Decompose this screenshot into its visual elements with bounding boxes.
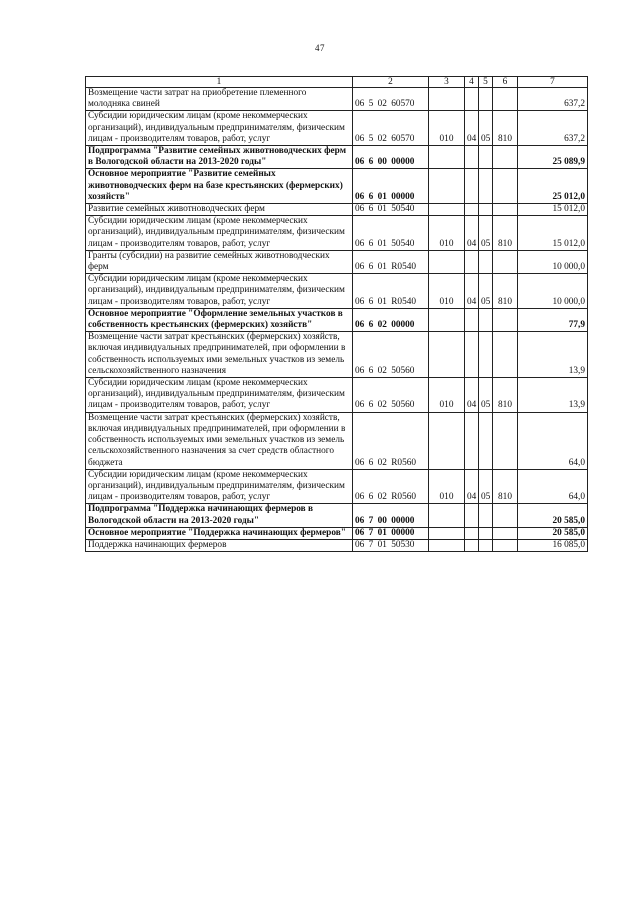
row-subsection-cell xyxy=(465,308,479,331)
row-article-cell xyxy=(479,204,493,216)
row-subsection-cell xyxy=(465,527,479,539)
row-amount-cell: 10 000,0 xyxy=(518,250,588,273)
row-amount-cell: 13,9 xyxy=(518,378,588,413)
row-code-cell: 06 6 02 00000 xyxy=(353,308,429,331)
row-name-cell: Основное мероприятие "Развитие семейных животноводческих ферм на базе крестьянских (фермерских) хозяйств" xyxy=(86,169,353,204)
row-section-cell xyxy=(429,308,465,331)
row-name-cell: Субсидии юридическим лицам (кроме некоммерческих организаций), индивидуальным предпринимателям, физическим лицам - производителям товаров, работ, услуг xyxy=(86,111,353,146)
row-code-cell: 06 6 01 R0540 xyxy=(353,274,429,309)
row-article-cell: 05 xyxy=(479,469,493,504)
row-code-cell: 06 6 01 50540 xyxy=(353,216,429,251)
row-section-cell xyxy=(429,332,465,378)
table-row xyxy=(86,146,588,169)
row-code-cell: 06 6 02 50560 xyxy=(353,378,429,413)
row-name-cell: Возмещение части затрат крестьянских (фермерских) хозяйств, включая индивидуальных предпринимателей, при оформлении в собственность используемых ими земельных участков из земель сельскохозяйственного назначения xyxy=(86,332,353,378)
row-expense-type-cell xyxy=(493,412,518,469)
table-header-row xyxy=(86,77,588,88)
row-code-cell: 06 7 01 50530 xyxy=(353,539,429,551)
budget-table xyxy=(85,76,588,552)
row-amount-cell: 13,9 xyxy=(518,332,588,378)
row-code-cell: 06 5 02 60570 xyxy=(353,111,429,146)
table-row xyxy=(86,111,588,146)
row-article-cell xyxy=(479,146,493,169)
column-header: 1 xyxy=(86,77,353,88)
table-row xyxy=(86,469,588,504)
row-article-cell xyxy=(479,169,493,204)
row-expense-type-cell xyxy=(493,308,518,331)
row-amount-cell: 25 012,0 xyxy=(518,169,588,204)
row-name-cell: Субсидии юридическим лицам (кроме некоммерческих организаций), индивидуальным предпринимателям, физическим лицам - производителям товаров, работ, услуг xyxy=(86,216,353,251)
row-amount-cell: 637,2 xyxy=(518,88,588,111)
row-expense-type-cell xyxy=(493,169,518,204)
column-header: 3 xyxy=(429,77,465,88)
row-subsection-cell xyxy=(465,88,479,111)
row-amount-cell: 20 585,0 xyxy=(518,527,588,539)
table-row xyxy=(86,250,588,273)
row-code-cell: 06 7 00 00000 xyxy=(353,504,429,527)
table-row xyxy=(86,308,588,331)
row-subsection-cell xyxy=(465,146,479,169)
row-subsection-cell xyxy=(465,539,479,551)
row-section-cell xyxy=(429,146,465,169)
row-article-cell: 05 xyxy=(479,216,493,251)
row-subsection-cell xyxy=(465,332,479,378)
row-article-cell xyxy=(479,250,493,273)
row-section-cell xyxy=(429,504,465,527)
row-amount-cell: 15 012,0 xyxy=(518,204,588,216)
row-code-cell: 06 6 02 R0560 xyxy=(353,469,429,504)
row-article-cell xyxy=(479,308,493,331)
row-expense-type-cell: 810 xyxy=(493,274,518,309)
row-expense-type-cell: 810 xyxy=(493,378,518,413)
row-expense-type-cell xyxy=(493,146,518,169)
row-expense-type-cell: 810 xyxy=(493,469,518,504)
row-section-cell: 010 xyxy=(429,378,465,413)
row-subsection-cell xyxy=(465,504,479,527)
row-subsection-cell xyxy=(465,412,479,469)
row-expense-type-cell xyxy=(493,504,518,527)
row-amount-cell: 20 585,0 xyxy=(518,504,588,527)
table-row xyxy=(86,332,588,378)
row-name-cell: Развитие семейных животноводческих ферм xyxy=(86,204,353,216)
row-code-cell: 06 6 01 R0540 xyxy=(353,250,429,273)
row-name-cell: Субсидии юридическим лицам (кроме некоммерческих организаций), индивидуальным предпринимателям, физическим лицам - производителям товаров, работ, услуг xyxy=(86,469,353,504)
row-article-cell xyxy=(479,527,493,539)
row-section-cell xyxy=(429,539,465,551)
row-expense-type-cell xyxy=(493,250,518,273)
table-row xyxy=(86,216,588,251)
row-amount-cell: 637,2 xyxy=(518,111,588,146)
row-code-cell: 06 6 02 R0560 xyxy=(353,412,429,469)
row-amount-cell: 10 000,0 xyxy=(518,274,588,309)
row-name-cell: Поддержка начинающих фермеров xyxy=(86,539,353,551)
table-row xyxy=(86,539,588,551)
row-expense-type-cell: 810 xyxy=(493,111,518,146)
row-section-cell xyxy=(429,169,465,204)
row-subsection-cell: 04 xyxy=(465,111,479,146)
column-header: 4 xyxy=(465,77,479,88)
row-section-cell xyxy=(429,250,465,273)
row-amount-cell: 16 085,0 xyxy=(518,539,588,551)
row-section-cell: 010 xyxy=(429,274,465,309)
row-section-cell xyxy=(429,204,465,216)
row-section-cell xyxy=(429,412,465,469)
row-article-cell xyxy=(479,88,493,111)
row-amount-cell: 15 012,0 xyxy=(518,216,588,251)
row-code-cell: 06 6 02 50560 xyxy=(353,332,429,378)
row-code-cell: 06 6 01 00000 xyxy=(353,169,429,204)
column-header: 6 xyxy=(493,77,518,88)
row-article-cell: 05 xyxy=(479,274,493,309)
row-section-cell: 010 xyxy=(429,216,465,251)
table-row xyxy=(86,274,588,309)
row-expense-type-cell: 810 xyxy=(493,216,518,251)
row-section-cell xyxy=(429,88,465,111)
row-subsection-cell xyxy=(465,169,479,204)
row-name-cell: Возмещение части затрат на приобретение племенного молодняка свиней xyxy=(86,88,353,111)
row-expense-type-cell xyxy=(493,332,518,378)
table-row xyxy=(86,88,588,111)
row-name-cell: Основное мероприятие "Поддержка начинающих фермеров" xyxy=(86,527,353,539)
row-name-cell: Возмещение части затрат крестьянских (фермерских) хозяйств, включая индивидуальных предпринимателей, при оформлении в собственность используемых ими земельных участков из земель сельскохозяйственного назначения за счет средств областного бюджета xyxy=(86,412,353,469)
row-expense-type-cell xyxy=(493,539,518,551)
page-number: 47 xyxy=(315,43,325,53)
row-subsection-cell: 04 xyxy=(465,274,479,309)
row-name-cell: Субсидии юридическим лицам (кроме некоммерческих организаций), индивидуальным предпринимателям, физическим лицам - производителям товаров, работ, услуг xyxy=(86,378,353,413)
row-code-cell: 06 6 01 50540 xyxy=(353,204,429,216)
row-section-cell: 010 xyxy=(429,469,465,504)
table-row xyxy=(86,204,588,216)
row-expense-type-cell xyxy=(493,204,518,216)
row-article-cell xyxy=(479,332,493,378)
row-article-cell xyxy=(479,539,493,551)
row-section-cell xyxy=(429,527,465,539)
row-article-cell: 05 xyxy=(479,378,493,413)
row-subsection-cell xyxy=(465,250,479,273)
row-article-cell xyxy=(479,504,493,527)
row-amount-cell: 77,9 xyxy=(518,308,588,331)
column-header: 2 xyxy=(353,77,429,88)
row-subsection-cell: 04 xyxy=(465,378,479,413)
row-subsection-cell: 04 xyxy=(465,469,479,504)
row-name-cell: Подпрограмма "Поддержка начинающих фермеров в Вологодской области на 2013-2020 годы" xyxy=(86,504,353,527)
row-code-cell: 06 5 02 60570 xyxy=(353,88,429,111)
row-name-cell: Подпрограмма "Развитие семейных животноводческих ферм в Вологодской области на 2013-2020 годы" xyxy=(86,146,353,169)
row-section-cell: 010 xyxy=(429,111,465,146)
row-name-cell: Субсидии юридическим лицам (кроме некоммерческих организаций), индивидуальным предпринимателям, физическим лицам - производителям товаров, работ, услуг xyxy=(86,274,353,309)
table-row xyxy=(86,378,588,413)
row-amount-cell: 64,0 xyxy=(518,469,588,504)
row-name-cell: Основное мероприятие "Оформление земельных участков в собственность крестьянских (фермерских) хозяйств" xyxy=(86,308,353,331)
table-row xyxy=(86,412,588,469)
row-code-cell: 06 7 01 00000 xyxy=(353,527,429,539)
column-header: 5 xyxy=(479,77,493,88)
row-amount-cell: 64,0 xyxy=(518,412,588,469)
row-name-cell: Гранты (субсидии) на развитие семейных животноводческих ферм xyxy=(86,250,353,273)
row-code-cell: 06 6 00 00000 xyxy=(353,146,429,169)
row-amount-cell: 25 089,9 xyxy=(518,146,588,169)
row-subsection-cell: 04 xyxy=(465,216,479,251)
row-article-cell xyxy=(479,412,493,469)
row-article-cell: 05 xyxy=(479,111,493,146)
row-subsection-cell xyxy=(465,204,479,216)
table-row xyxy=(86,527,588,539)
row-expense-type-cell xyxy=(493,88,518,111)
row-expense-type-cell xyxy=(493,527,518,539)
table-row xyxy=(86,504,588,527)
table-row xyxy=(86,169,588,204)
column-header: 7 xyxy=(518,77,588,88)
